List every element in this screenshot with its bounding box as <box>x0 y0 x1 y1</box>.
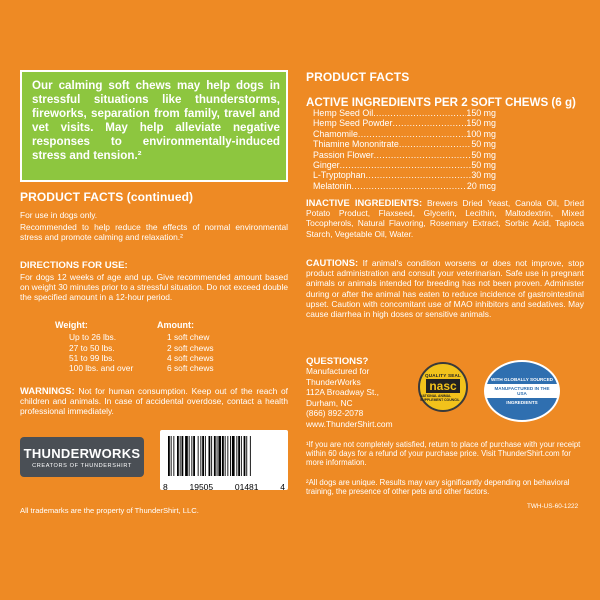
barcode-bar <box>177 436 179 476</box>
ingredient-amount: 100 mg <box>466 128 496 139</box>
dosage-amount: 6 soft chews <box>167 363 214 374</box>
barcode-bar <box>168 436 170 476</box>
barcode-bar <box>241 436 242 476</box>
ingredient-name: Hemp Seed Oil <box>313 108 374 118</box>
questions-heading: QUESTIONS? <box>306 356 369 367</box>
address-line: Durham, NC <box>306 397 353 408</box>
barcode-bar <box>202 436 204 476</box>
brand-name: THUNDERWORKS <box>23 445 141 461</box>
barcode-bar <box>250 436 251 476</box>
thunderworks-logo <box>20 437 144 477</box>
barcode-bar <box>236 436 237 476</box>
product-facts-heading: PRODUCT FACTS <box>306 70 410 84</box>
ingredient-amount: 150 mg <box>466 118 496 129</box>
dosage-weight: 27 to 50 lbs. <box>69 342 115 353</box>
leader-dots <box>351 181 466 191</box>
dosage-amount: 2 soft chews <box>167 342 214 353</box>
barcode-bar <box>193 436 195 476</box>
leader-dots <box>374 150 472 160</box>
ingredient-row <box>313 150 496 160</box>
barcode-bar <box>205 436 206 476</box>
ingredient-name: Ginger <box>313 160 340 171</box>
dosage-row <box>55 343 257 353</box>
inactive-ingredients <box>306 198 584 239</box>
ingredient-name: Passion Flower <box>313 149 374 160</box>
badge-top-text: WITH GLOBALLY SOURCED <box>490 376 554 382</box>
dogs-only-note: For use in dogs only. <box>20 210 98 220</box>
leader-dots <box>358 129 467 139</box>
leader-dots <box>340 160 472 170</box>
active-ingredients-list <box>313 108 496 191</box>
warnings-text <box>20 386 288 417</box>
intro-callout: Our calming soft chews may help dogs in stressful situations like thunderstorms, fireworks, separation from family, travel and vet visits. May help alleviate negative responses to environmentally-induced stress and tension.² <box>20 70 288 182</box>
barcode-bar <box>244 436 246 476</box>
product-code: TWH-US-60-1222 <box>527 503 579 510</box>
dosage-amount: 1 soft chew <box>167 332 210 343</box>
address-line: ThunderWorks <box>306 376 361 387</box>
leader-dots <box>365 170 471 180</box>
ingredient-name: L-Tryptophan <box>313 170 366 181</box>
dosage-weight: Up to 26 lbs. <box>69 332 117 343</box>
directions-heading: DIRECTIONS FOR USE: <box>20 260 128 271</box>
dosage-amount: 4 soft chews <box>167 352 214 363</box>
dosage-table-header <box>55 320 257 330</box>
barcode-bar <box>182 436 184 476</box>
barcode-digit-group: 19505 <box>189 482 214 492</box>
ingredient-amount: 50 mg <box>471 149 496 160</box>
barcode-bar <box>171 436 172 476</box>
ingredient-name: Chamomile <box>313 128 358 139</box>
address-line: 112A Broadway St., <box>306 387 379 398</box>
directions-text: For dogs 12 weeks of age and up. Give recommended amount based on weight 30 minutes prior to a stressful situation. Do not exceed double the specified amount in a 12-hour period. <box>20 272 288 303</box>
amount-header: Amount: <box>157 320 194 330</box>
barcode-number <box>160 482 288 492</box>
ingredient-row <box>313 108 496 118</box>
barcode-bar <box>227 436 228 476</box>
ingredient-amount: 50 mg <box>471 139 496 150</box>
ingredient-name: Hemp Seed Powder <box>313 118 393 129</box>
barcode-bar <box>198 436 199 476</box>
barcode-bar <box>185 436 188 476</box>
barcode-bar <box>218 436 221 476</box>
dosage-table <box>55 320 257 373</box>
dosage-row <box>55 332 257 342</box>
barcode-bar <box>217 436 218 476</box>
nasc-mark: nasc <box>426 379 459 393</box>
barcode-bar <box>238 436 240 476</box>
recommendation-text: Recommended to help reduce the effects of normal environmental stress and promote calming and relaxation.² <box>20 222 288 243</box>
ingredient-row <box>313 129 496 139</box>
barcode-digit-group: 4 <box>280 482 285 492</box>
leader-dots <box>392 118 466 128</box>
barcode-bar <box>189 436 190 476</box>
ingredient-amount: 50 mg <box>471 160 496 171</box>
badge-bottom-text: INGREDIENTS <box>506 400 538 406</box>
cautions-body: If animal's condition worsens or does not improve, stop product administration and consult your veterinarian. Safe use in pregnant animals or animals intended for breeding has not been proven. Administer during or after the animal has eaten to reduce incidence of gastrointestinal upset. Caution with concomitant use of MAO inhibitors and sedatives. May cause diarrhea in high doses or sensitive animals. <box>306 258 584 320</box>
barcode-digit-group: 8 <box>163 482 168 492</box>
upc-barcode <box>160 430 288 490</box>
ingredient-name: Melatonin <box>313 180 352 191</box>
leader-dots <box>399 139 471 149</box>
footnote-results: ²All dogs are unique. Results may vary significantly depending on behavioral training, the presence of other pets and other factors. <box>306 478 570 497</box>
phone-number: (866) 892-2078 <box>306 408 364 419</box>
dosage-row <box>55 363 257 373</box>
ingredient-row <box>313 170 496 180</box>
brand-tagline: CREATORS OF THUNDERSHIRT <box>32 462 132 469</box>
dosage-row <box>55 353 257 363</box>
weight-header: Weight: <box>55 320 88 330</box>
barcode-bars <box>160 430 288 480</box>
seal-top-text: QUALITY SEAL <box>424 372 461 378</box>
barcode-bar <box>225 436 226 476</box>
ingredient-amount: 20 mcg <box>466 180 496 191</box>
barcode-bar <box>246 436 247 476</box>
inactive-text: Brewers Dried Yeast, Canola Oil, Dried Potato Product, Flaxseed, Glycerin, Lecithin, Maltodextrin, Mixed Tocopherols, Natural Flavoring, Rosemary Extract, Sorbic Acid, Tapioca Starch, Vegetable Oil, Water. <box>306 198 584 239</box>
ingredient-row <box>313 139 496 149</box>
warnings-label: WARNINGS: <box>20 385 75 396</box>
barcode-bar <box>200 436 201 476</box>
barcode-bar <box>209 436 211 476</box>
active-ingredients-heading: ACTIVE INGREDIENTS PER 2 SOFT CHEWS (6 g) <box>306 96 576 109</box>
ingredient-row <box>313 160 496 170</box>
ingredient-row <box>313 181 496 191</box>
website: www.ThunderShirt.com <box>306 418 393 429</box>
barcode-bar <box>180 436 181 476</box>
manufacturer-address <box>306 366 393 430</box>
footnote-guarantee: ¹If you are not completely satisfied, return to place of purchase with your receipt within 60 days for a refund of your purchase price. Visit ThunderShirt.com for more information. <box>306 440 581 468</box>
barcode-bar <box>222 436 224 476</box>
seal-bottom-text: NATIONAL ANIMAL SUPPLEMENT COUNCIL <box>420 393 460 402</box>
ingredient-amount: 30 mg <box>471 170 496 181</box>
ingredient-row <box>313 118 496 128</box>
nasc-quality-seal <box>418 362 468 412</box>
trademark-notice: All trademarks are the property of ThunderShirt, LLC. <box>20 506 199 515</box>
barcode-bar <box>173 436 174 476</box>
cautions-text <box>306 258 584 319</box>
inactive-label: INACTIVE INGREDIENTS: <box>306 197 423 208</box>
barcode-bar <box>230 436 231 476</box>
ingredient-amount: 150 mg <box>466 108 496 118</box>
product-facts-continued-heading: PRODUCT FACTS (continued) <box>20 190 194 204</box>
barcode-bar <box>214 436 216 476</box>
warnings-body: Not for human consumption. Keep out of the reach of children and animals. In case of accidental overdose, contact a health professional immediately. <box>20 386 288 417</box>
address-line: Manufactured for <box>306 366 370 376</box>
barcode-bar <box>232 436 235 476</box>
badge-ribbon-text: MANUFACTURED IN THE USA <box>486 384 558 399</box>
barcode-bar <box>211 436 212 476</box>
leader-dots <box>373 108 466 118</box>
dosage-weight: 51 to 99 lbs. <box>69 352 115 363</box>
dosage-weight: 100 lbs. and over <box>69 363 134 374</box>
ingredient-name: Thiamine Mononitrate <box>313 139 399 150</box>
barcode-digit-group: 01481 <box>234 482 259 492</box>
barcode-bar <box>191 436 192 476</box>
made-in-usa-badge <box>484 360 560 422</box>
cautions-label: CAUTIONS: <box>306 257 359 268</box>
